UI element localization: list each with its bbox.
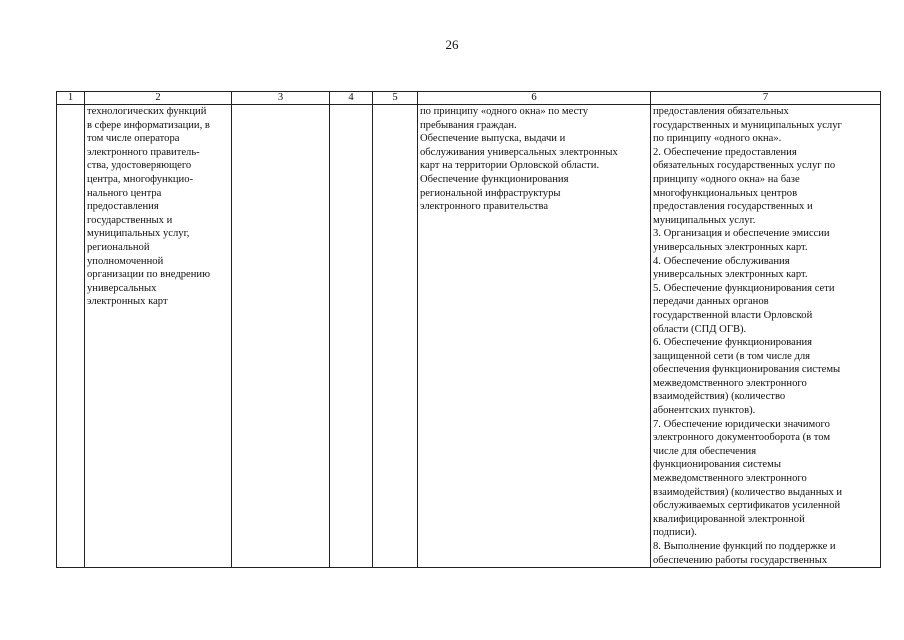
cell-text-line: электронного правительства xyxy=(420,201,549,213)
column-header-7: 7 xyxy=(651,92,881,105)
cell-col7-lines xyxy=(653,105,878,567)
cell-col1 xyxy=(57,105,85,568)
column-header-6: 6 xyxy=(418,92,651,105)
cell-text-line: региональной инфраструктуры xyxy=(420,187,561,199)
cell-text-line: абонентских пунктов). xyxy=(653,405,756,417)
cell-text-line: 5. Обеспечение функционирования сети xyxy=(653,282,835,294)
cell-text-line: предоставления обязательных xyxy=(653,106,789,117)
cell-text-line: квалифицированной электронной xyxy=(653,513,805,525)
cell-col6 xyxy=(418,105,651,568)
cell-text-line: государственных и муниципальных услуг xyxy=(653,119,842,131)
cell-text-line: передачи данных органов xyxy=(653,296,769,308)
cell-text-line: универсальных электронных карт. xyxy=(653,241,808,253)
cell-col7 xyxy=(651,105,881,568)
cell-text-line: муниципальных услуг, xyxy=(87,228,190,240)
cell-text-line: по принципу «одного окна». xyxy=(653,133,782,145)
cell-col6-lines xyxy=(420,105,648,214)
cell-text-line: 7. Обеспечение юридически значимого xyxy=(653,418,830,430)
cell-text-line: обеспечения функционирования системы xyxy=(653,364,841,376)
cell-text-line: функционирования системы xyxy=(653,459,781,471)
cell-text-line: государственных и xyxy=(87,214,173,226)
cell-text-line: электронного документооборота (в том xyxy=(653,432,831,444)
cell-text-line: пребывания граждан. xyxy=(420,119,517,131)
cell-text-line: предоставления государственных и xyxy=(653,201,813,213)
cell-text-line: 4. Обеспечение обслуживания xyxy=(653,255,790,267)
cell-text-line: организации по внедрению xyxy=(87,269,211,281)
cell-text-line: региональной xyxy=(87,241,150,253)
column-header-4: 4 xyxy=(330,92,373,105)
cell-text-line: универсальных xyxy=(87,282,157,294)
column-header-1: 1 xyxy=(57,92,85,105)
cell-text-line: подписи). xyxy=(653,527,697,539)
cell-text-line: универсальных электронных карт. xyxy=(653,269,808,281)
cell-text-line: центра, многофункцио- xyxy=(87,173,194,185)
column-header-3: 3 xyxy=(232,92,330,105)
cell-text-line: взаимодействия) (количество xyxy=(653,391,786,403)
cell-col2-lines xyxy=(87,105,229,309)
cell-text-line: муниципальных услуг. xyxy=(653,214,756,226)
cell-text-line: взаимодействия) (количество выданных и xyxy=(653,486,843,498)
cell-text-line: принципу «одного окна» на базе xyxy=(653,173,800,185)
cell-text-line: 2. Обеспечение предоставления xyxy=(653,146,797,158)
cell-text-line: обслуживания универсальных электронных xyxy=(420,146,618,158)
cell-col3 xyxy=(232,105,330,568)
cell-text-line: межведомственного электронного xyxy=(653,473,807,485)
cell-text-line: в сфере информатизации, в xyxy=(87,119,210,131)
cell-text-line: числе для обеспечения xyxy=(653,445,757,457)
page-number: 26 xyxy=(445,37,459,52)
cell-text-line: том числе оператора xyxy=(87,133,180,145)
cell-text-line: предоставления xyxy=(87,201,159,213)
cell-text-line: карт на территории Орловской области. xyxy=(420,160,600,172)
cell-text-line: уполномоченной xyxy=(87,255,164,267)
header-row xyxy=(57,92,881,105)
column-header-2: 2 xyxy=(85,92,232,105)
cell-text-line: обязательных государственных услуг по xyxy=(653,160,836,172)
cell-col5 xyxy=(373,105,418,568)
cell-text-line: электронных карт xyxy=(87,296,168,308)
cell-col2 xyxy=(85,105,232,568)
cell-text-line: электронного правитель- xyxy=(87,146,200,158)
cell-text-line: 8. Выполнение функций по поддержке и xyxy=(653,541,836,552)
cell-text-line: государственной власти Орловской xyxy=(653,309,813,321)
document-table xyxy=(56,91,881,568)
table-row xyxy=(57,105,881,568)
cell-text-line: нального центра xyxy=(87,187,162,199)
cell-col4 xyxy=(330,105,373,568)
cell-text-line: обслуживаемых сертификатов усиленной xyxy=(653,500,841,512)
cell-text-line: 6. Обеспечение функционирования xyxy=(653,337,813,349)
cell-text-line: Обеспечение выпуска, выдачи и xyxy=(420,133,566,145)
cell-text-line: 3. Организация и обеспечение эмиссии xyxy=(653,228,830,240)
cell-text-line: обеспечению работы государственных xyxy=(653,554,828,566)
cell-text-line: по принципу «одного окна» по месту xyxy=(420,106,589,117)
cell-text-line: многофункциональных центров xyxy=(653,187,798,199)
cell-text-line: межведомственного электронного xyxy=(653,377,807,389)
cell-text-line: технологических функций xyxy=(87,106,207,117)
cell-text-line: защищенной сети (в том числе для xyxy=(653,350,811,362)
cell-text-line: Обеспечение функционирования xyxy=(420,173,569,185)
cell-text-line: области (СПД ОГВ). xyxy=(653,323,747,335)
cell-text-line: ства, удостоверяющего xyxy=(87,160,192,172)
column-header-5: 5 xyxy=(373,92,418,105)
